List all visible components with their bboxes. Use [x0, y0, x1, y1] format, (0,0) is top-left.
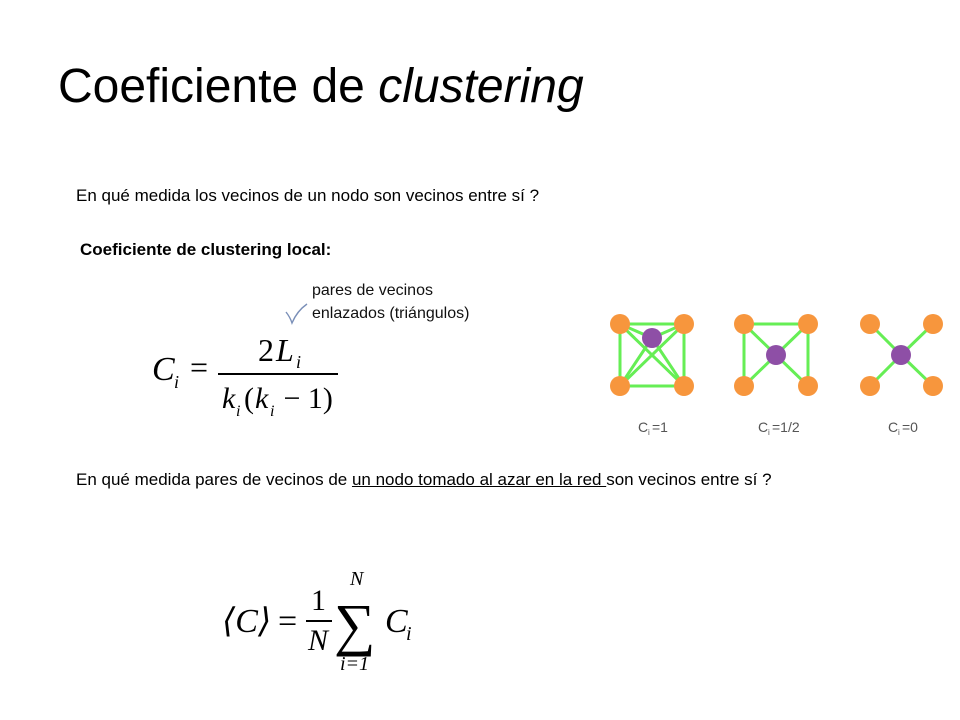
formula-den-k1: k	[222, 382, 236, 415]
avg-sum-bottom: i=1	[340, 653, 370, 675]
graph-3-label-sub: i	[898, 428, 900, 437]
graph-full-clustering	[610, 314, 694, 437]
local-heading: Coeficiente de clustering local:	[80, 240, 332, 259]
formula-den-sub2: i	[270, 403, 275, 420]
question2-before: En qué medida pares de vecinos de	[76, 470, 352, 489]
graph-2-label-main: C	[758, 419, 769, 435]
title-italic: clustering	[378, 60, 584, 113]
question2-underlined: un nodo tomado al azar en la red	[351, 470, 607, 489]
graph-1-label-main: C	[638, 419, 649, 435]
formula-equals: =	[190, 349, 209, 385]
formula-den-open: (	[244, 382, 254, 415]
triangles-note	[312, 279, 469, 325]
slide-title	[58, 58, 584, 116]
avg-lhs: ⟨C⟩	[222, 603, 272, 640]
formula-den-k2: k	[255, 382, 269, 415]
graph-zero-clustering	[860, 314, 943, 437]
formula-num-sub: i	[296, 352, 302, 372]
formula-lhs: C	[152, 351, 175, 388]
graph-3-label-main: C	[888, 419, 899, 435]
formula-num-coef: 2	[258, 332, 274, 368]
clustering-examples-figure	[598, 304, 948, 444]
avg-sum-top: N	[350, 568, 364, 590]
check-arrow-icon	[283, 302, 309, 326]
average-clustering-formula	[220, 560, 440, 680]
graph-2-label-sub: i	[768, 428, 770, 437]
avg-term-sub: i	[406, 623, 412, 645]
avg-equals: =	[278, 603, 298, 640]
question2-after: son vecinos entre sí ?	[606, 470, 772, 489]
formula-num-var: L	[276, 332, 294, 368]
avg-frac-num: 1	[311, 584, 326, 617]
local-clustering-formula	[150, 330, 350, 420]
graph-half-clustering	[734, 314, 818, 437]
avg-frac-den: N	[308, 624, 329, 657]
formula-den-sub1: i	[236, 403, 241, 420]
avg-term: C	[385, 603, 408, 640]
graph-1-label-sub: i	[648, 428, 650, 437]
graph-3-label-value: =0	[902, 419, 918, 435]
graph-2-label-value: =1/2	[772, 419, 800, 435]
question-local: En qué medida los vecinos de un nodo son vecinos entre sí ?	[76, 186, 540, 205]
note-line-2: enlazados (triángulos)	[312, 305, 470, 322]
question-average	[76, 467, 896, 492]
graph-1-label-value: =1	[652, 419, 668, 435]
avg-sum-symbol: ∑	[334, 592, 376, 657]
note-line-1: pares de vecinos	[312, 282, 433, 299]
formula-den-tail: − 1)	[276, 382, 333, 415]
formula-lhs-sub: i	[174, 372, 180, 392]
title-prefix: Coeficiente de	[58, 60, 379, 113]
